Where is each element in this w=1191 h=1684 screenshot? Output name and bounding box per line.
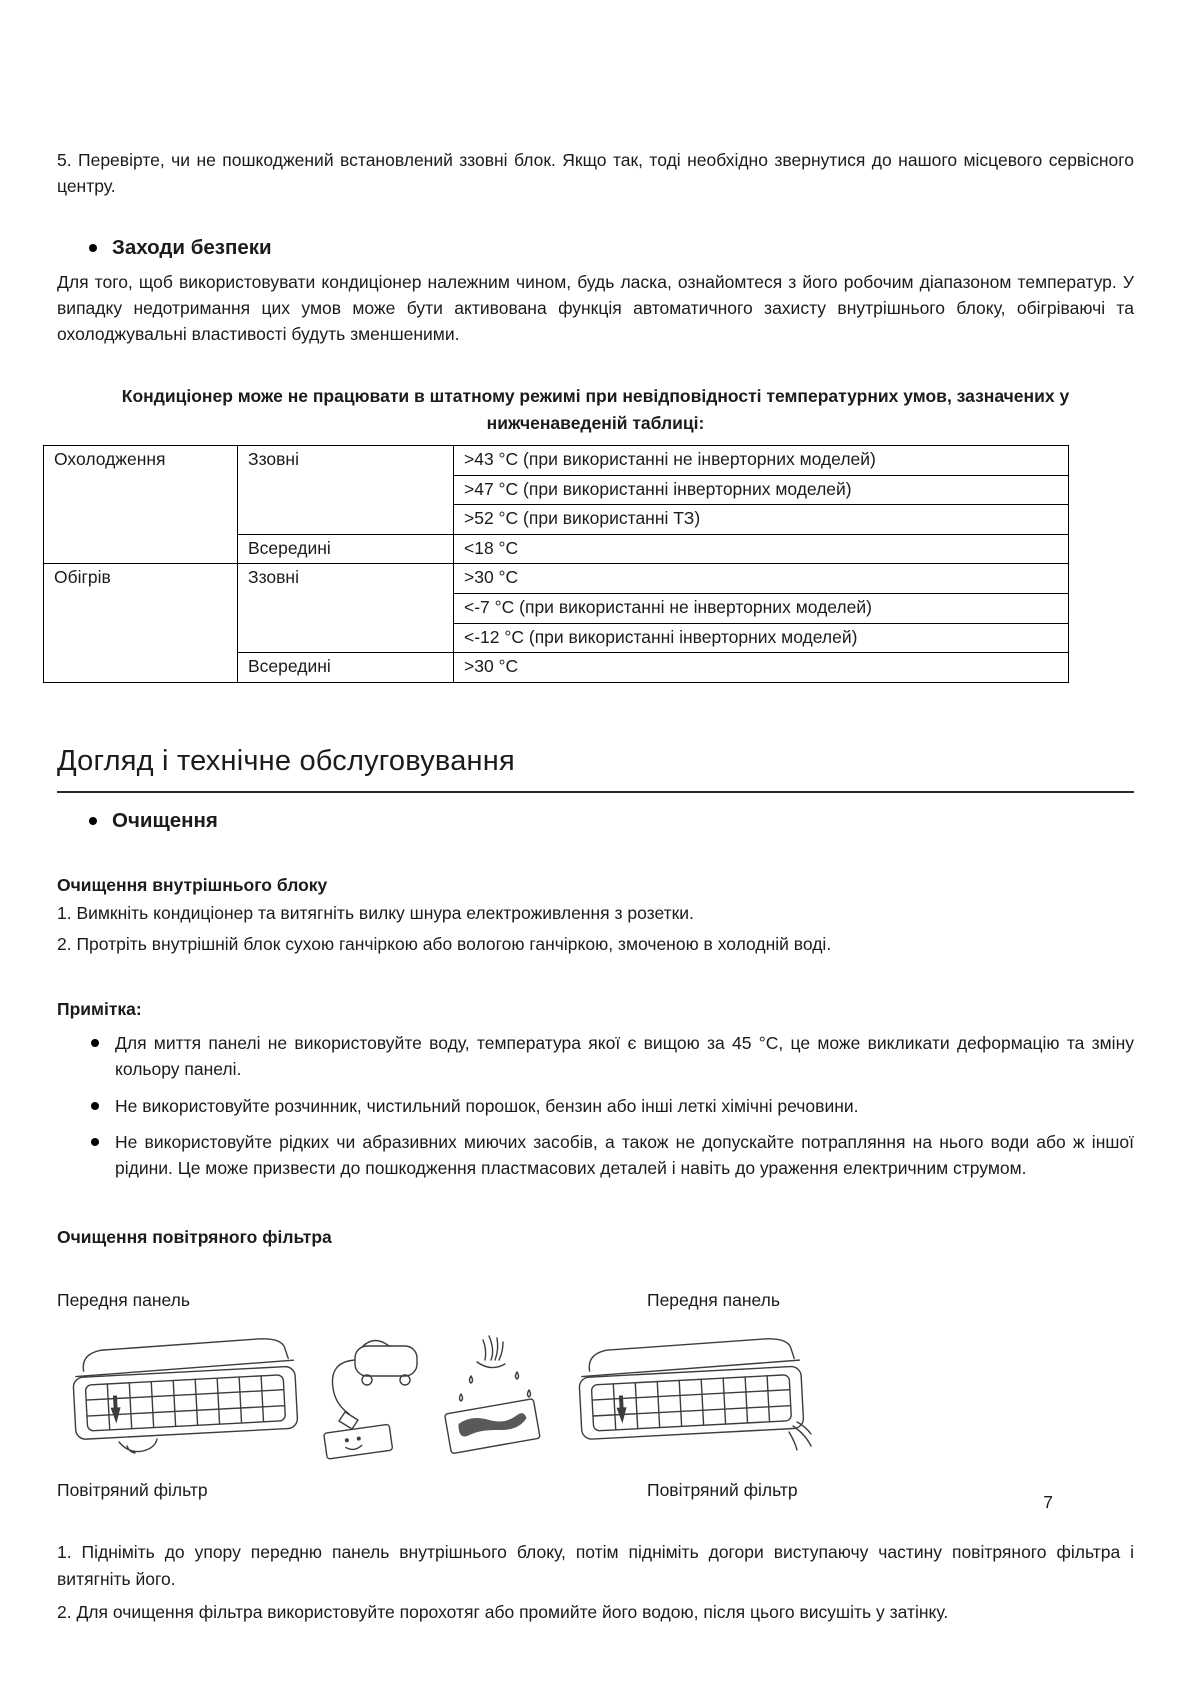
- indoor-cleaning-subheading: Очищення внутрішнього блоку: [57, 874, 328, 895]
- indoor-unit-filter-removal-illustration: [557, 1330, 819, 1460]
- list-item: [91, 1129, 1134, 1182]
- filter-step-1: 1. Підніміть до упору передню панель внутрішнього блоку, потім підніміть догори виступаючу частину повітряного фільтра і витягніть його.: [57, 1542, 1134, 1589]
- cell-heating-inside-label: Всередині: [238, 653, 454, 683]
- cell-heating-outside-value-2: <-7 °C (при використанні не інверторних моделей): [454, 594, 1069, 624]
- front-panel-label-right: Передня панель: [647, 1290, 780, 1311]
- bullet-dot-icon: [91, 1102, 99, 1110]
- filter-step-2: 2. Для очищення фільтра використовуйте порохотяг або промийте його водою, після цього висушіть у затінку.: [57, 1601, 949, 1622]
- cell-heating-outside-label: Ззовні: [238, 564, 454, 653]
- care-section-heading: Догляд і технічне обслуговування: [57, 744, 515, 777]
- note-bullet-1: Для миття панелі не використовуйте воду, температура якої є вищою за 45 °C, це може викликати деформацію та зміну кольору панелі.: [115, 1033, 1134, 1080]
- cell-cooling-outside-value-1: >43 °C (при використанні не інверторних моделей): [454, 445, 1069, 475]
- bullet-dot-icon: [89, 817, 97, 825]
- note-bullet-2: Не використовуйте розчинник, чистильний порошок, бензин або інші леткі хімічні речовини.: [115, 1095, 859, 1116]
- cell-heating-outside-value-1: >30 °C: [454, 564, 1069, 594]
- front-panel-label-left: Передня панель: [57, 1290, 190, 1311]
- bullet-dot-icon: [91, 1039, 99, 1047]
- washing-filter-illustration: [439, 1330, 551, 1460]
- safety-section-heading: [89, 236, 1134, 260]
- filter-cleaning-steps: [57, 1539, 1134, 1625]
- table-row: [44, 564, 1069, 594]
- bullet-dot-icon: [89, 244, 97, 252]
- list-item: [91, 1030, 1134, 1083]
- note-list: [57, 1030, 1134, 1181]
- cell-cooling-inside-value: <18 °C: [454, 534, 1069, 564]
- cell-heating-outside-value-3: <-12 °C (при використанні інверторних моделей): [454, 623, 1069, 653]
- safety-heading-label: Заходи безпеки: [112, 235, 272, 259]
- cell-cooling-outside-label: Ззовні: [238, 445, 454, 534]
- intro-item-5: 5. Перевірте, чи не пошкоджений встановлений ззовні блок. Якщо так, тоді необхідно звернутися до нашого місцевого сервісного центру.: [57, 150, 1134, 196]
- temperature-conditions-table: [43, 445, 1069, 683]
- front-panel-labels: [57, 1290, 1134, 1311]
- cell-cooling-outside-value-2: >47 °C (при використанні інверторних моделей): [454, 475, 1069, 505]
- list-item: [91, 1093, 1134, 1119]
- safety-paragraph: Для того, щоб використовувати кондиціонер належним чином, будь ласка, ознайомтеся з його робочим діапазоном температур. У випадку недотримання цих умов може бути активована функція автоматичного захисту внутрішнього блоку, обігріваючі та охолоджувальні властивості будуть зменшеними.: [57, 271, 1134, 344]
- cell-heating-mode: Обігрів: [44, 564, 238, 683]
- indoor-step-1: 1. Вимкніть кондиціонер та витягніть вилку шнура електроживлення з розетки.: [57, 902, 694, 923]
- air-filter-label-right: Повітряний фільтр: [647, 1480, 798, 1501]
- air-filter-labels: [57, 1480, 1134, 1501]
- note-heading: Примітка:: [57, 999, 142, 1020]
- cleaning-section-heading: [89, 809, 1134, 833]
- table-row: [44, 445, 1069, 475]
- indoor-step-2: 2. Протріть внутрішній блок сухою ганчіркою або вологою ганчіркою, змоченою в холодній воді.: [57, 933, 832, 954]
- temperature-table-caption: Кондиціонер може не працювати в штатному режимі при невідповідності температурних умов, зазначених у нижченаведеній таблиці:: [121, 386, 1070, 433]
- cell-cooling-outside-value-3: >52 °C (при використанні ТЗ): [454, 505, 1069, 535]
- cell-cooling-mode: Охолодження: [44, 445, 238, 564]
- vacuum-cleaning-filter-illustration: [315, 1330, 433, 1460]
- air-filter-label-left: Повітряний фільтр: [57, 1480, 208, 1501]
- cell-cooling-inside-label: Всередині: [238, 534, 454, 564]
- cell-heating-inside-value: >30 °C: [454, 653, 1069, 683]
- cleaning-heading-label: Очищення: [112, 808, 218, 832]
- note-bullet-3: Не використовуйте рідких чи абразивних миючих засобів, а також не допускайте потрапляння на нього води або ж іншої рідини. Це може призвести до пошкодження пластмасових деталей і навіть до ураження електричним струмом.: [115, 1131, 1134, 1179]
- indoor-unit-open-panel-illustration: [57, 1330, 309, 1460]
- filter-cleaning-figures: [57, 1325, 1134, 1460]
- page-number: 7: [1043, 1492, 1053, 1512]
- section-divider: [57, 791, 1134, 793]
- filter-cleaning-subheading: Очищення повітряного фільтра: [57, 1227, 332, 1248]
- bullet-dot-icon: [91, 1138, 99, 1146]
